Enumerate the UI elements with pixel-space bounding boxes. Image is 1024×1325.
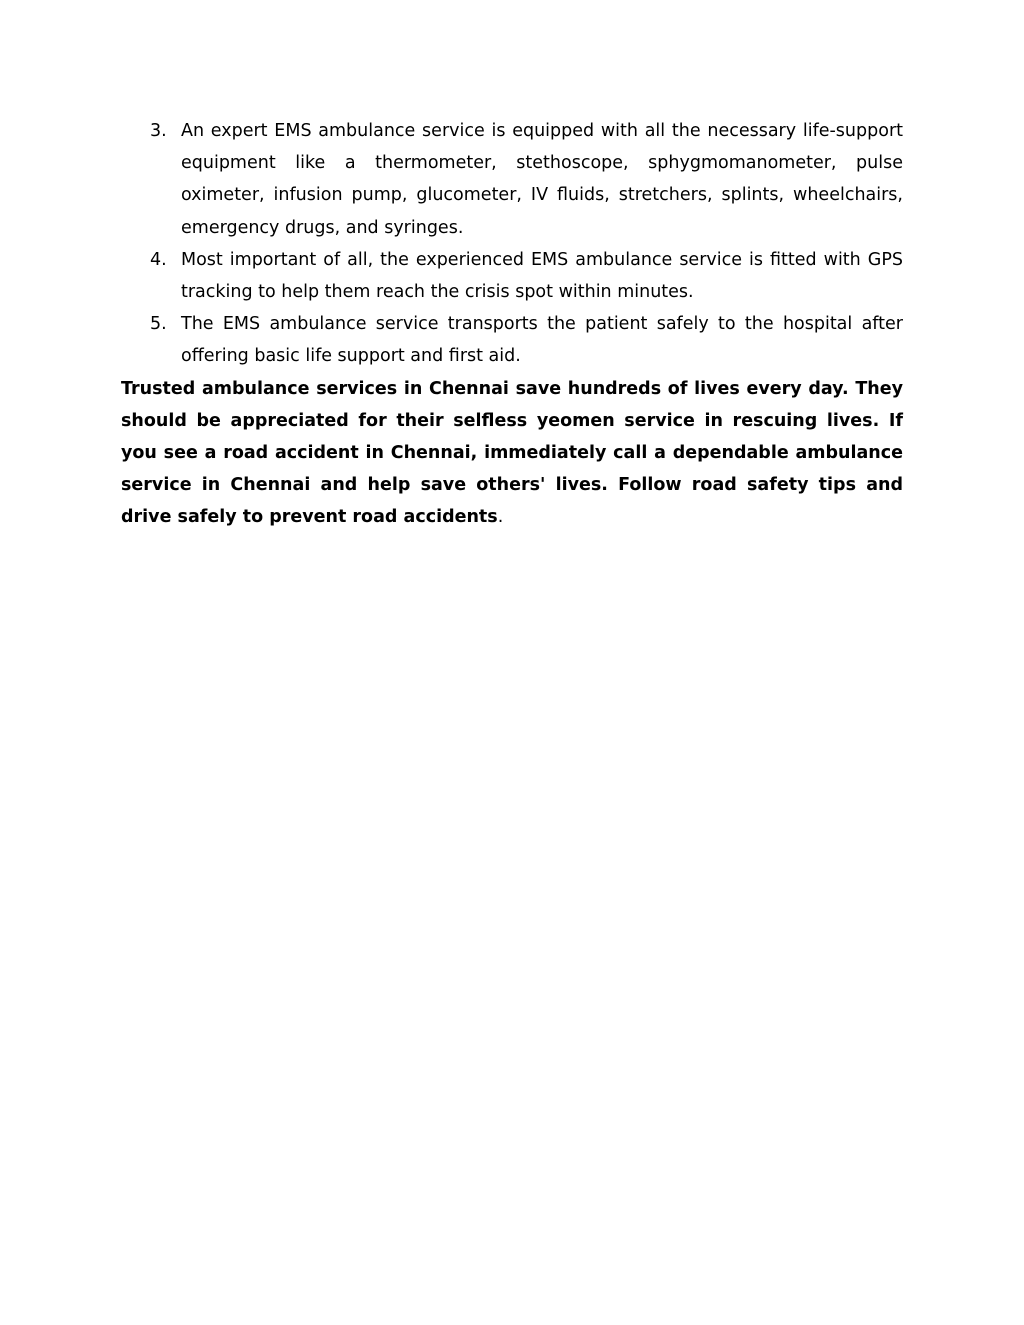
list-item-number: 4. [150,249,167,270]
list-item [121,244,903,308]
numbered-list [121,115,903,373]
closing-paragraph [121,373,903,534]
list-item-number: 5. [150,314,167,335]
list-item-text: An expert EMS ambulance service is equipped with all the necessary life-support equipment like a thermometer, stethoscope, sphygmomanometer, pulse oximeter, infusion pump, glucometer, IV fluids, stretchers, splints, wheelchairs, emergency drugs, and syringes. [181,121,903,238]
document-page [121,115,903,534]
list-item-number: 3. [150,121,167,141]
closing-bold-text: Trusted ambulance services in Chennai save hundreds of lives every day. They should be appreciated for their selfless yeomen service in rescuing lives. If you see a road accident in Chennai, immediately call a dependable ambulance service in Chennai and help save others' lives. Follow road safety tips and drive safely to prevent road accidents [121,378,903,528]
list-item-text: Most important of all, the experienced EMS ambulance service is fitted with GPS tracking to help them reach the crisis spot within minutes. [181,249,903,303]
list-item [121,115,903,244]
list-item [121,308,903,372]
list-item-text: The EMS ambulance service transports the patient safely to the hospital after offering basic life support and first aid. [181,314,903,367]
closing-trailing-period: . [497,507,504,528]
